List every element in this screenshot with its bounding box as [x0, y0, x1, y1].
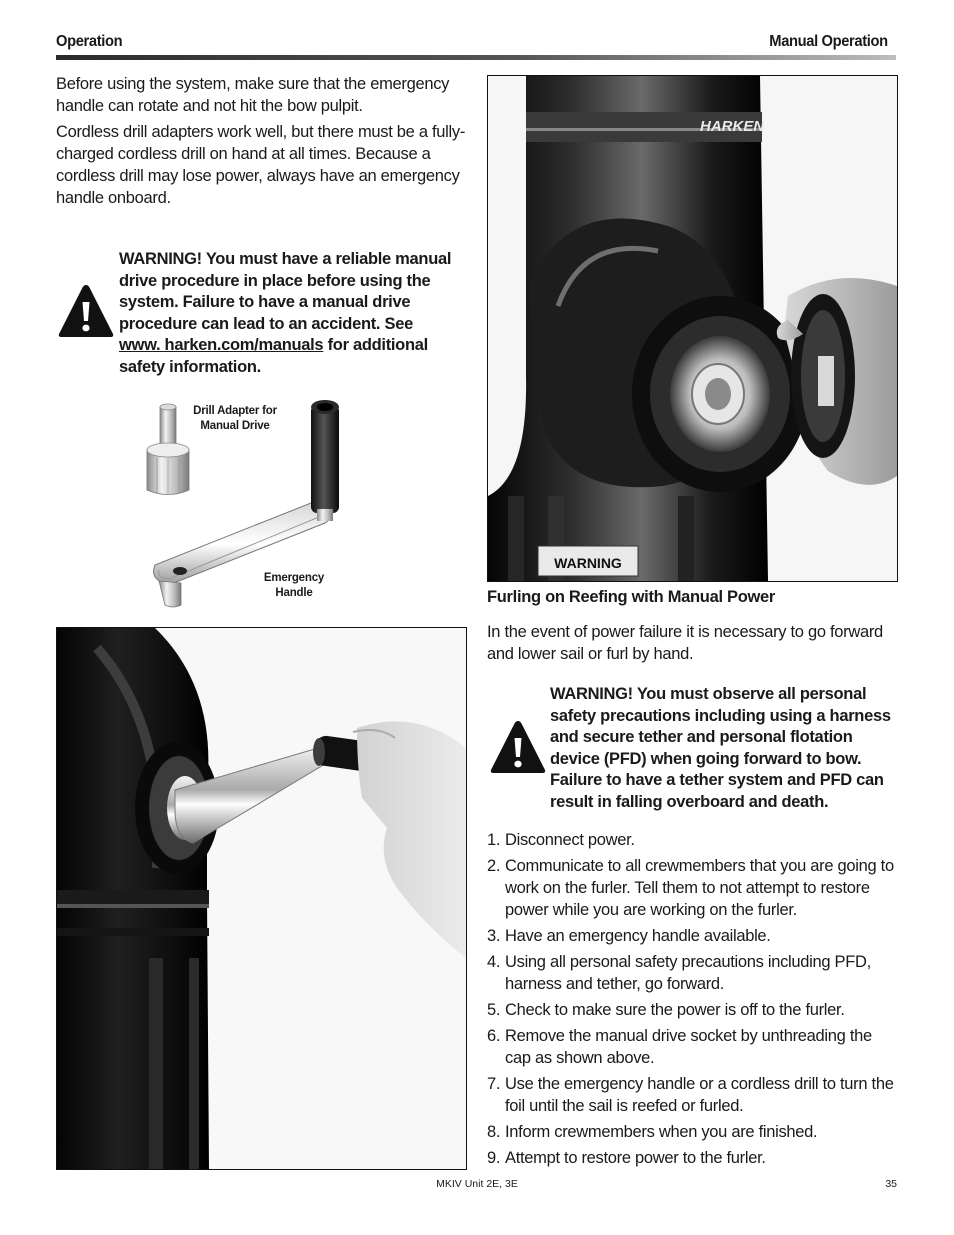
step-item: [487, 1121, 897, 1143]
procedure-steps: [487, 829, 897, 1173]
intro-paragraph-1: Before using the system, make sure that the emergency handle can rotate and not hit the bow pulpit.: [56, 75, 450, 115]
section-title: Operation: [56, 33, 123, 50]
step-number: 7.: [487, 1075, 501, 1093]
step-text: Using all personal safety precautions including PFD, harness and tether, go forward.: [505, 953, 871, 993]
step-item: [487, 999, 897, 1021]
step-number: 9.: [487, 1149, 501, 1167]
warning-label-text: WARNING: [554, 555, 622, 571]
photo-cap-removal: [487, 75, 898, 582]
step-item: [487, 1025, 897, 1069]
warning-personal-safety: WARNING! You must observe all personal safety precautions including using a harness and secure tether and personal flotation device (PFD) when going forward to bow. Failure to have a tether system and PFD can result in falling overboard and death.: [550, 685, 891, 811]
step-text: Attempt to restore power to the furler.: [505, 1149, 766, 1167]
step-item: [487, 1073, 897, 1117]
intro-paragraph-2: Cordless drill adapters work well, but there must be a fully-charged cordless drill on hand at all times. Because a cordless drill may lose power, always have an emergency handle onboard.: [56, 123, 466, 207]
step-item: [487, 855, 897, 921]
section-heading-manual-power: Furling on Reefing with Manual Power: [487, 588, 776, 606]
step-number: 2.: [487, 857, 501, 875]
step-item: [487, 925, 897, 947]
warning-1-text: WARNING! You must have a reliable manual drive procedure in place before using the system. Failure to have a manual drive procedure can lead to an accident. See: [119, 250, 452, 333]
step-number: 8.: [487, 1123, 501, 1141]
step-text: Communicate to all crewmembers that you are going to work on the furler. Tell them to not attempt to restore power while you are working on the furler.: [505, 857, 894, 919]
step-number: 5.: [487, 1001, 501, 1019]
page-number: 35: [885, 1178, 897, 1190]
section-2-intro: In the event of power failure it is necessary to go forward and lower sail or furl by hand.: [487, 623, 883, 663]
photo-handle-inserted: [56, 627, 467, 1170]
step-number: 3.: [487, 927, 501, 945]
harken-brand-text: HARKEN: [700, 118, 765, 135]
step-text: Use the emergency handle or a cordless drill to turn the foil until the sail is reefed or furled.: [505, 1075, 894, 1115]
step-item: [487, 829, 897, 851]
step-text: Have an emergency handle available.: [505, 927, 771, 945]
step-text: Check to make sure the power is off to the furler.: [505, 1001, 845, 1019]
intro-text: [56, 73, 476, 213]
page-topic: Manual Operation: [769, 33, 888, 50]
step-text: Disconnect power.: [505, 831, 635, 849]
footer-model: MKIV Unit 2E, 3E: [436, 1178, 518, 1190]
header-rule: [56, 55, 896, 60]
step-number: 4.: [487, 953, 501, 971]
warning-triangle-icon-2: [489, 719, 547, 775]
warning-triangle-icon: [57, 283, 115, 339]
step-item: [487, 951, 897, 995]
caption-drill-adapter: Drill Adapter for Manual Drive: [193, 405, 277, 432]
step-number: 6.: [487, 1027, 501, 1045]
step-number: 1.: [487, 831, 501, 849]
step-text: Inform crewmembers when you are finished.: [505, 1123, 818, 1141]
harken-manuals-link[interactable]: www. harken.com/manuals: [119, 336, 324, 354]
caption-emergency-handle: Emergency Handle: [263, 572, 325, 599]
step-text: Remove the manual drive socket by unthreading the cap as shown above.: [505, 1027, 872, 1067]
warning-manual-drive: [119, 249, 469, 378]
warning-1-text-end: for additional safety information.: [119, 336, 428, 376]
step-item: [487, 1147, 897, 1169]
